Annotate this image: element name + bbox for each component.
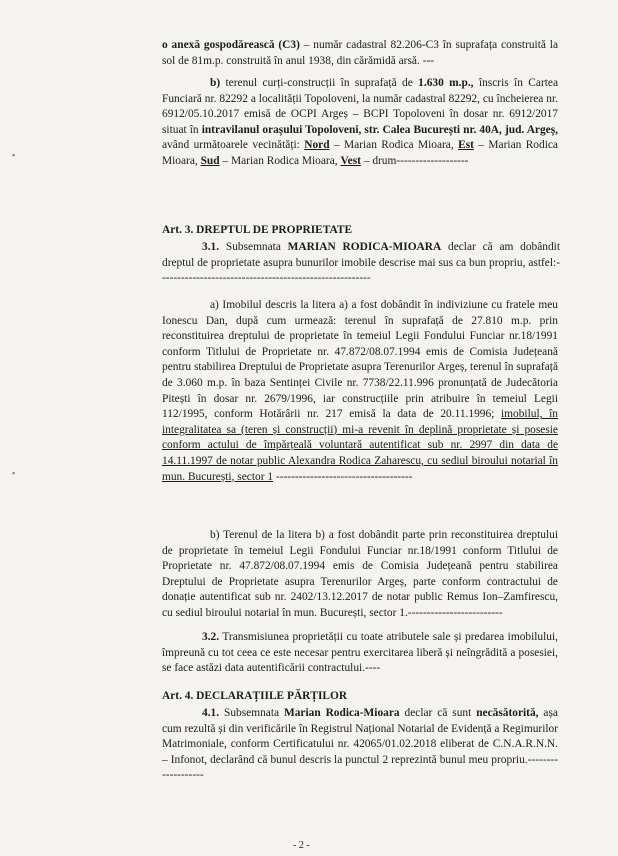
scan-edge-mark: ▪ [12, 468, 16, 478]
direction-east: Est [458, 139, 474, 152]
location: intravilanul orașului Topoloveni, str. Calea București nr. 40A, jud. Argeș, [201, 123, 559, 136]
underlined-statement: imobilul, în integralitatea sa (teren și construcții) mi-a revenit în deplină proprietate și posesie conform actului de împărțeală voluntară autentificat sub nr. 2997 din data de 14.11.1997 de notar public Alexandra Rodica Zaharescu, cu sediul biroului notarial în mun. București, sector 1 [162, 408, 558, 483]
text-run: terenul curți-construcții în suprafață de [220, 77, 419, 89]
direction-north: Nord [304, 139, 330, 152]
paragraph-b [162, 528, 558, 622]
text-run: Subsemnata [219, 241, 288, 253]
text-run: declar că am dobândit dreptul de proprietate asupra bunurilor imobile descrise mai sus ca bun propriu, astfel:-------------------------------------------------------- [162, 241, 560, 285]
clause-number: 4.1. [202, 707, 220, 719]
marital-status: necăsătorită, [476, 707, 539, 719]
text-run: Transmisiunea proprietății cu toate atributele sale și predarea imobilului, împreună cu tot ceea ce este necesar pentru exercitarea liberă și neîngrădită a posesiei, se face astăzi data autentificării contractului.---- [162, 631, 558, 675]
text-run: înscris în Cartea Funciară nr. 82292 a localității Topoloveni, la număr cadastral 82292, cu încheierea nr. 6912/05.10.2017 emisă de OCPI Argeș – BCPI Topoloveni în dosar nr. 6912/2017 situat în [162, 77, 559, 136]
text-run: b) Terenul de la litera b) a fost dobândit parte prin reconstituirea dreptului de proprietate în temeiul Legii Fondului Funciar nr.18/1991 conform Titlului de Proprietate nr. 47.872/08.07.1994 emis de Comisia Județeană pentru stabilirea Dreptului de Proprietate asupra Terenurilor Argeș, parte conform contractului de donație autentificat sub nr. 2402/13.12.2017 de notar public Remus Ion–Zamfirescu, cu sediul biroului notarial în mun. București, sector 1.------------------------- [162, 529, 558, 619]
paragraph-teren-b [162, 76, 558, 170]
art4-heading: Art. 4. DECLARAȚIILE PĂRȚILOR [162, 690, 348, 702]
text-run: – Marian Rodica Mioara, [162, 139, 558, 167]
clause-number: 3.2. [202, 631, 220, 643]
party-name: Marian Rodica-Mioara [283, 707, 400, 719]
text-run: – drum------------------- [360, 154, 469, 167]
direction-south: Sud [200, 154, 220, 167]
clause-number: 3.1. [202, 241, 220, 253]
text-run: având următoarele vecinătăți: [162, 139, 305, 152]
page-number: - 2 - [293, 840, 310, 851]
bold-term: o anexă gospodărească (C3) [162, 39, 300, 51]
paragraph-3-1 [162, 240, 560, 287]
direction-west: Vest [340, 154, 361, 167]
area-value: 1.630 m.p., [418, 77, 474, 89]
item-letter: b) [210, 77, 221, 89]
scan-edge-mark: ▪ [12, 150, 16, 160]
text-run: – număr cadastral 82.206-C3 în suprafața construită la sol de 81m.p. construită în anul 1938, din cărămidă arsă. --- [162, 39, 558, 67]
text-run: Subsemnata [219, 707, 284, 719]
paragraph-4-1 [162, 706, 558, 784]
text-run: a) Imobilul descris la litera a) a fost dobândit în indiviziune cu fratele meu Ionescu Dan, după cum urmează: terenul în suprafață de 27.810 m.p. prin reconstituirea dreptului de proprietate în temeiul Legii Fondului Funciar nr.18/1991 conform Titlului de Proprietate nr. 47.872/08.07.1994 emis de Comisia Județeană pentru stabilirea Dreptului de Proprietate asupra Terenurilor Argeș, terenul în suprafață de 3.060 m.p. în baza Sentinței Civile nr. 7738/22.11.996 pronunțată de Judecătoria Pitești în dosar nr. 2679/1996, iar construcțiile prin atribuire în temeiul Legii 112/1995, conform Hotărârii nr. 217 emisă la data de 20.11.1996; [162, 299, 558, 421]
paragraph-3-2 [162, 630, 558, 677]
text-run: așa cum rezultă și din verificările în Registrul Național Notarial de Evidență a Regimurilor Matrimoniale, conform Certificatului nr. 42065/01.02.2018 eliberat de C.N.A.R.N.N. – Infonot, declarând că bunul descris la punctul 2 reprezintă bunul meu propriu.------------------- [162, 707, 559, 782]
text-run: – Marian Rodica Mioara, [219, 154, 341, 167]
text-run: declar că sunt [399, 707, 477, 719]
text-run: – Marian Rodica Mioara, [329, 139, 459, 152]
art3-heading: Art. 3. DREPTUL DE PROPRIETATE [162, 224, 353, 236]
paragraph-a [162, 298, 558, 485]
text-run: ------------------------------------ [273, 470, 413, 483]
party-name: MARIAN RODICA-MIOARA [287, 241, 442, 253]
paragraph-anexa [162, 38, 558, 69]
